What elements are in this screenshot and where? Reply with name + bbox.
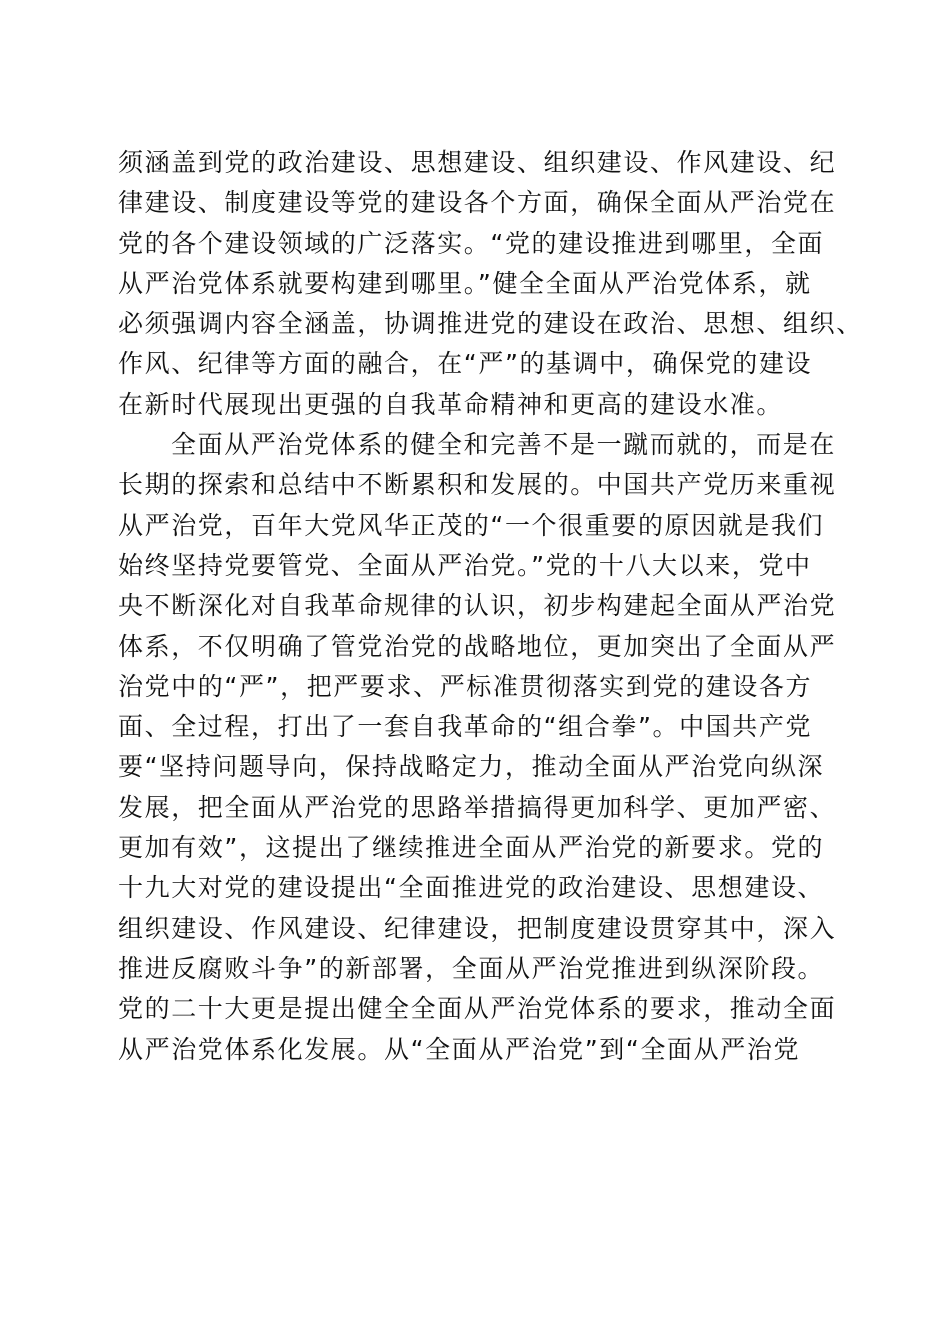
text-line: 从严治党体系化发展。从“全面从严治党”到“全面从严治党 <box>118 1034 801 1064</box>
text-line: 始终坚持党要管党、全面从严治党。”党的十八大以来，党中 <box>118 550 812 580</box>
text-line: 发展，把全面从严治党的思路举措搞得更加科学、更加严密、 <box>118 792 837 822</box>
text-line: 组织建设、作风建设、纪律建设，把制度建设贯穿其中，深入 <box>118 913 837 943</box>
text-line: 党的各个建设领域的广泛落实。“党的建设推进到哪里，全面 <box>118 228 825 258</box>
text-line: 从严治党，百年大党风华正茂的“一个很重要的原因就是我们 <box>118 510 825 540</box>
text-line: 体系，不仅明确了管党治党的战略地位，更加突出了全面从严 <box>118 631 837 661</box>
text-line: 治党中的“严”，把严要求、严标准贯彻落实到党的建设各方 <box>118 671 813 701</box>
paragraph-1 <box>118 143 863 425</box>
paragraph-2 <box>118 425 838 1070</box>
text-line: 要“坚持问题导向，保持战略定力，推动全面从严治党向纵深 <box>118 752 825 782</box>
text-line: 党的二十大更是提出健全全面从严治党体系的要求，推动全面 <box>118 994 837 1024</box>
text-line: 必须强调内容全涵盖，协调推进党的建设在政治、思想、组织、 <box>118 309 863 339</box>
text-line: 推进反腐败斗争”的新部署，全面从严治党推进到纵深阶段。 <box>118 953 825 983</box>
text-line: 在新时代展现出更强的自我革命精神和更高的建设水准。 <box>118 389 784 419</box>
text-line: 长期的探索和总结中不断累积和发展的。中国共产党历来重视 <box>118 470 837 500</box>
text-line: 更加有效”，这提出了继续推进全面从严治党的新要求。党的 <box>118 833 825 863</box>
text-line: 从严治党体系就要构建到哪里。”健全全面从严治党体系，就 <box>118 268 812 298</box>
text-line: 作风、纪律等方面的融合，在“严”的基调中，确保党的建设 <box>118 349 813 379</box>
text-line: 律建设、制度建设等党的建设各个方面，确保全面从严治党在 <box>118 188 837 218</box>
text-line: 须涵盖到党的政治建设、思想建设、组织建设、作风建设、纪 <box>118 148 837 177</box>
text-line: 十九大对党的建设提出“全面推进党的政治建设、思想建设、 <box>118 873 825 903</box>
text-line: 央不断深化对自我革命规律的认识，初步构建起全面从严治党 <box>118 591 837 621</box>
document-body <box>118 143 863 1070</box>
text-line-indented: 全面从严治党体系的健全和完善不是一蹴而就的，而是在 <box>171 430 837 460</box>
text-line: 面、全过程，打出了一套自我革命的“组合拳”。中国共产党 <box>118 712 813 742</box>
